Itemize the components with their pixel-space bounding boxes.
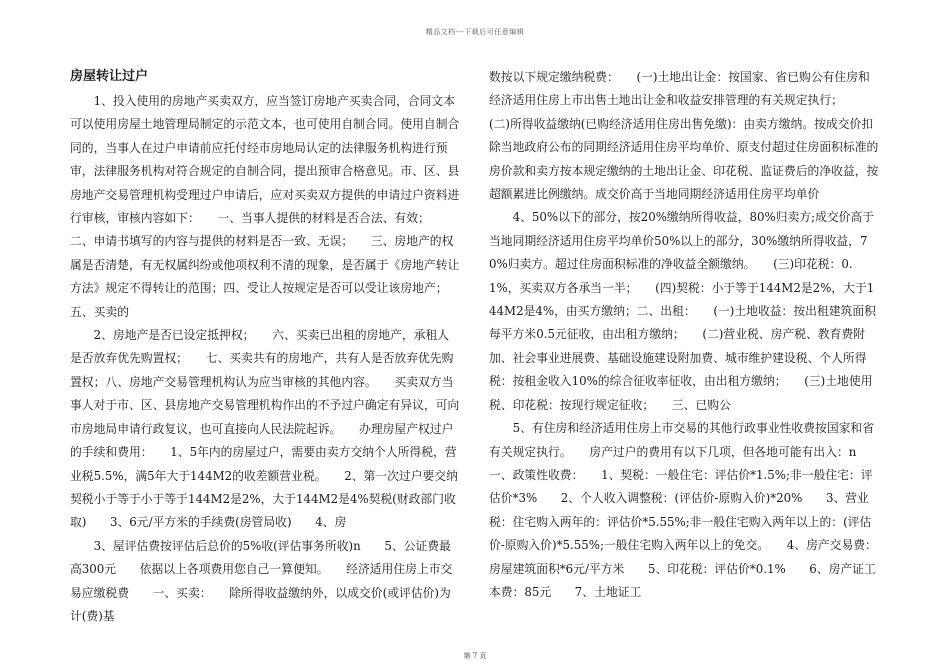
right-paragraph-2: 4、50%以下的部分，按20%缴纳所得收益，80%归卖方;成交价高于当地同期经济适用住房平均单价50%以上的部分，30%缴纳所得收益，70%归卖方。超过住房面积标准的净收益全额缴纳。 (三)印花税：0.1%，买卖双方各承当一半； (四)契税：小于等于144M2是2%，大于144M2是4%，由买方缴纳；二、出租： (一)土地收益：按出租建筑面积每平方米0.5元征收，由出租方缴纳； (二)营业税、房产税、教育费附加、社会事业进展费、基础设施建设附加费、城市维护建设税、个人所得税：按租金收入10%的综合征收率征收，由出租方缴纳； (三)土地使用税、印花税：按现行规定征收； 三、已购公 <box>489 210 876 412</box>
document-title: 房屋转让过户 <box>70 69 149 84</box>
right-paragraph-3: 5、有住房和经济适用住房上市交易的其他行政事业性收费按国家和省有关规定执行。 房产过户的费用有以下几项，但各地可能有出入：n 一、政策性收费： 1、契税：一般住宅：评估价*1.5%;非一般住宅：评估价*3% 2、个人收入调整税：(评估价-原购入价)*20% 3、营业税：住宅购入两年的：评估价*5.55%;非一般住宅购入两年以上的：(评估价-原购入价)*5.55%;一般住宅购入两年以上的免交。 4、房产交易费：房屋建筑面积*6元/平方米 5、印花税：评估价*0.1% 6、房产证工本费：85元 7、土地证工 <box>489 421 881 599</box>
page-header: 精品文档---下载后可任意编辑 <box>425 28 525 36</box>
right-column <box>489 66 881 604</box>
left-paragraph-2: 2、房地产是否已设定抵押权； 六、买卖已出租的房地产，承租人是否放弃优先购置权； 七、买卖共有的房地产，共有人是否放弃优先购置权；八、房地产交易管理机构认为应当审核的其他内容。 买卖双方当事人对于市、区、县房地产交易管理机构作出的不予过户确定有异议，可向市房地局申请行政复议，也可直接向人民法院起诉。 办理房屋产权过户的手续和费用： 1、5年内的房屋过户，需要由卖方交纳个人所得税，营业税5.5%，满5年大于144M2的收差额营业税。 2、第一次过户要交纳契税小于等于小于等于144M2是2%，大于144M2是4%契税(财政部门收取) 3、6元/平方米的手续费(房管局收) 4、房 <box>70 328 460 530</box>
left-paragraph-3: 3、屋评估费按评估后总价的5%收(评估事务所收)n 5、公证费最高300元 依据以上各项费用您自己一算便知。 经济适用住房上市交易应缴税费 一、买卖： 除所得收益缴纳外，以成交价(或评估价)为计(费)基 <box>70 538 453 623</box>
right-paragraph-1: 数按以下规定缴纳税费： (一)土地出让金：按国家、省已购公有住房和经济适用住房上市出售土地出让金和收益安排管理的有关规定执行； (二)所得收益缴纳(已购经济适用住房出售免缴)：由卖方缴纳。按成交价扣除当地政府公布的同期经济适用住房平均单价、原支付超过住房面积标准的房价款和卖方按本规定缴纳的土地出让金、印花税、监证费后的净收益，按超额累进比例缴纳。成交价高于当地同期经济适用住房平均单价 <box>489 70 879 202</box>
left-column <box>70 66 466 628</box>
page-number: 第 7 页 <box>463 652 487 660</box>
left-paragraph-1: 1、投入使用的房地产买卖双方，应当签订房地产买卖合同，合同文本可以使用房屋土地管理局制定的示范文本，也可使用自制合同。使用自制合同的，当事人在过户申请前应托付经市房地局认定的法律服务机构进行预审，法律服务机构对符合规定的自制合同，提出预审合格意见。市、区、县房地产交易管理机构受理过户申请后，应对买卖双方提供的申请过户资料进行审核，审核内容如下： 一、当事人提供的材料是否合法、有效； 二、申请书填写的内容与提供的材料是否一致、无误； 三、房地产的权属是否清楚，有无权属纠纷或他项权利不清的现象，是否属于《房地产转让方法》规定不得转让的范围；四、受让人按规定是否可以受让该房地产； 五、买卖的 <box>70 94 466 319</box>
